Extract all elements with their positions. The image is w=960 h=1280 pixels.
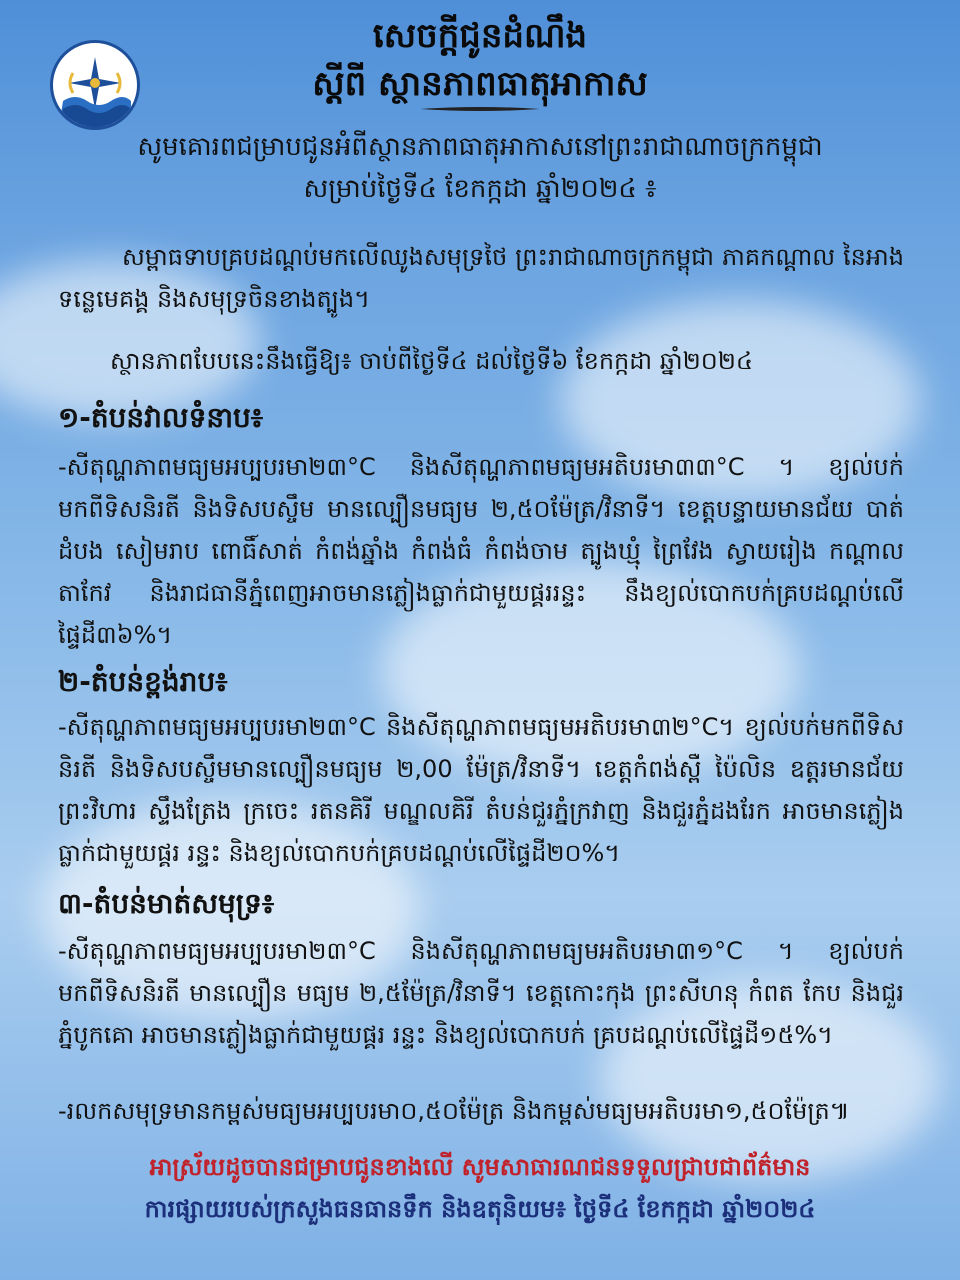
page-subtitle: ស្តីពី ស្ថានភាពធាតុអាកាស — [312, 64, 648, 104]
intro-line-1: សូមគោរពជម្រាបជូនអំពីស្ថានភាពធាតុអាកាសនៅព្រះរាជាណាចក្រកម្ពុជា — [137, 132, 823, 162]
summary-paragraph: សម្ពាធទាបគ្របដណ្តប់មកលើឈូងសមុទ្រថៃ ព្រះរាជាណាចក្រកម្ពុជា ភាគកណ្តាល នៃអាងទន្លេមេគង្គ និងសមុទ្រចិនខាងត្បូង។ — [58, 243, 904, 313]
section-extra-coastal: -រលកសមុទ្រមានកម្ពស់មធ្យមអប្បបរមា០,៥០ម៉ែត្រ និងកម្ពស់មធ្យមអតិបរមា១,៥០ម៉ែត្រ៕ — [58, 1097, 850, 1125]
section-text-coastal: -សីតុណ្ហភាពមធ្យមអប្បបរមា២៣°C និងសីតុណ្ហភាពមធ្យមអតិបរមា៣១°C ។ ខ្យល់បក់មកពីទិសនិរតី មានល្បឿន មធ្យម ២,៥ម៉ែត្រ/វិនាទី។ ខេត្តកោះកុង ព្រះសីហនុ កំពត កែប និងជួរភ្នំបូកគោ អាចមានភ្លៀងធ្លាក់ជាមួយផ្គរ រន្ទះ និងខ្យល់បោកបក់ គ្របដណ្តប់លើផ្ទៃដី១៥%។ — [58, 937, 904, 1049]
title-divider — [420, 107, 540, 111]
footer-source: ការផ្សាយរបស់ក្រសួងធនធានទឹក និងឧតុនិយម៖ ថ្ងៃទី៤ ខែកក្កដា ឆ្នាំ២០២៤ — [144, 1195, 816, 1223]
page-title: សេចក្តីជូនដំណឹង — [372, 16, 588, 56]
duration-paragraph: ស្ថានភាពបែបនេះនឹងធ្វើឱ្យ៖ ចាប់ពីថ្ងៃទី៤ ដល់ថ្ងៃទី៦ ខែកក្កដា ឆ្នាំ២០២៤ — [110, 347, 753, 375]
section-text-highlands: -សីតុណ្ហភាពមធ្យមអប្បបរមា២៣°C និងសីតុណ្ហភាពមធ្យមអតិបរមា៣២°C។ ខ្យល់បក់មកពីទិសនិរតី និងទិសបស្ចឹមមានល្បឿនមធ្យម ២,00 ម៉ែត្រ/វិនាទី។ ខេត្តកំពង់ស្ពឺ ប៉ៃលិន ឧត្តរមានជ័យ ព្រះវិហារ ស្ទឹងត្រែង ក្រចេះ រតនគិរី មណ្ឌលគិរី តំបន់ជួរភ្នំក្រវាញ និងជួរភ្នំដងរែក អាចមានភ្លៀងធ្លាក់ជាមួយផ្គរ រន្ទះ និងខ្យល់បោកបក់គ្របដណ្តប់លើផ្ទៃដី២០%។ — [58, 713, 904, 867]
section-heading-highlands: ២-តំបន់ខ្ពង់រាប៖ — [58, 665, 228, 698]
section-heading-plains: ១-តំបន់វាលទំនាប៖ — [58, 401, 264, 434]
intro-line-2: សម្រាប់ថ្ងៃទី៤ ខែកក្កដា ឆ្នាំ២០២៤ ៖ — [303, 174, 657, 204]
section-text-plains: -សីតុណ្ហភាពមធ្យមអប្បបរមា២៣°C និងសីតុណ្ហភាពមធ្យមអតិបរមា៣៣°C ។ ខ្យល់បក់មកពីទិសនិរតី និងទិសបស្ចឹម មានល្បឿនមធ្យម ២,៥០ម៉ែត្រ/វិនាទី។ ខេត្តបន្ទាយមានជ័យ បាត់ដំបង សៀមរាប ពោធិ៍សាត់ កំពង់ឆ្នាំង កំពង់ធំ កំពង់ចាម ត្បូងឃ្មុំ ព្រៃវែង ស្វាយរៀង កណ្តាល តាកែវ និងរាជធានីភ្នំពេញអាចមានភ្លៀងធ្លាក់ជាមួយផ្គររន្ទះ នឹងខ្យល់បោកបក់គ្របដណ្តប់លើផ្ទៃដី៣៦%។ — [58, 453, 904, 649]
footer-note: អាស្រ័យដូចបានជម្រាបជូនខាងលើ សូមសាធារណជនទទួលជ្រាបជាព័ត៌មាន — [149, 1153, 811, 1181]
section-heading-coastal: ៣-តំបន់មាត់សមុទ្រ៖ — [58, 887, 275, 920]
